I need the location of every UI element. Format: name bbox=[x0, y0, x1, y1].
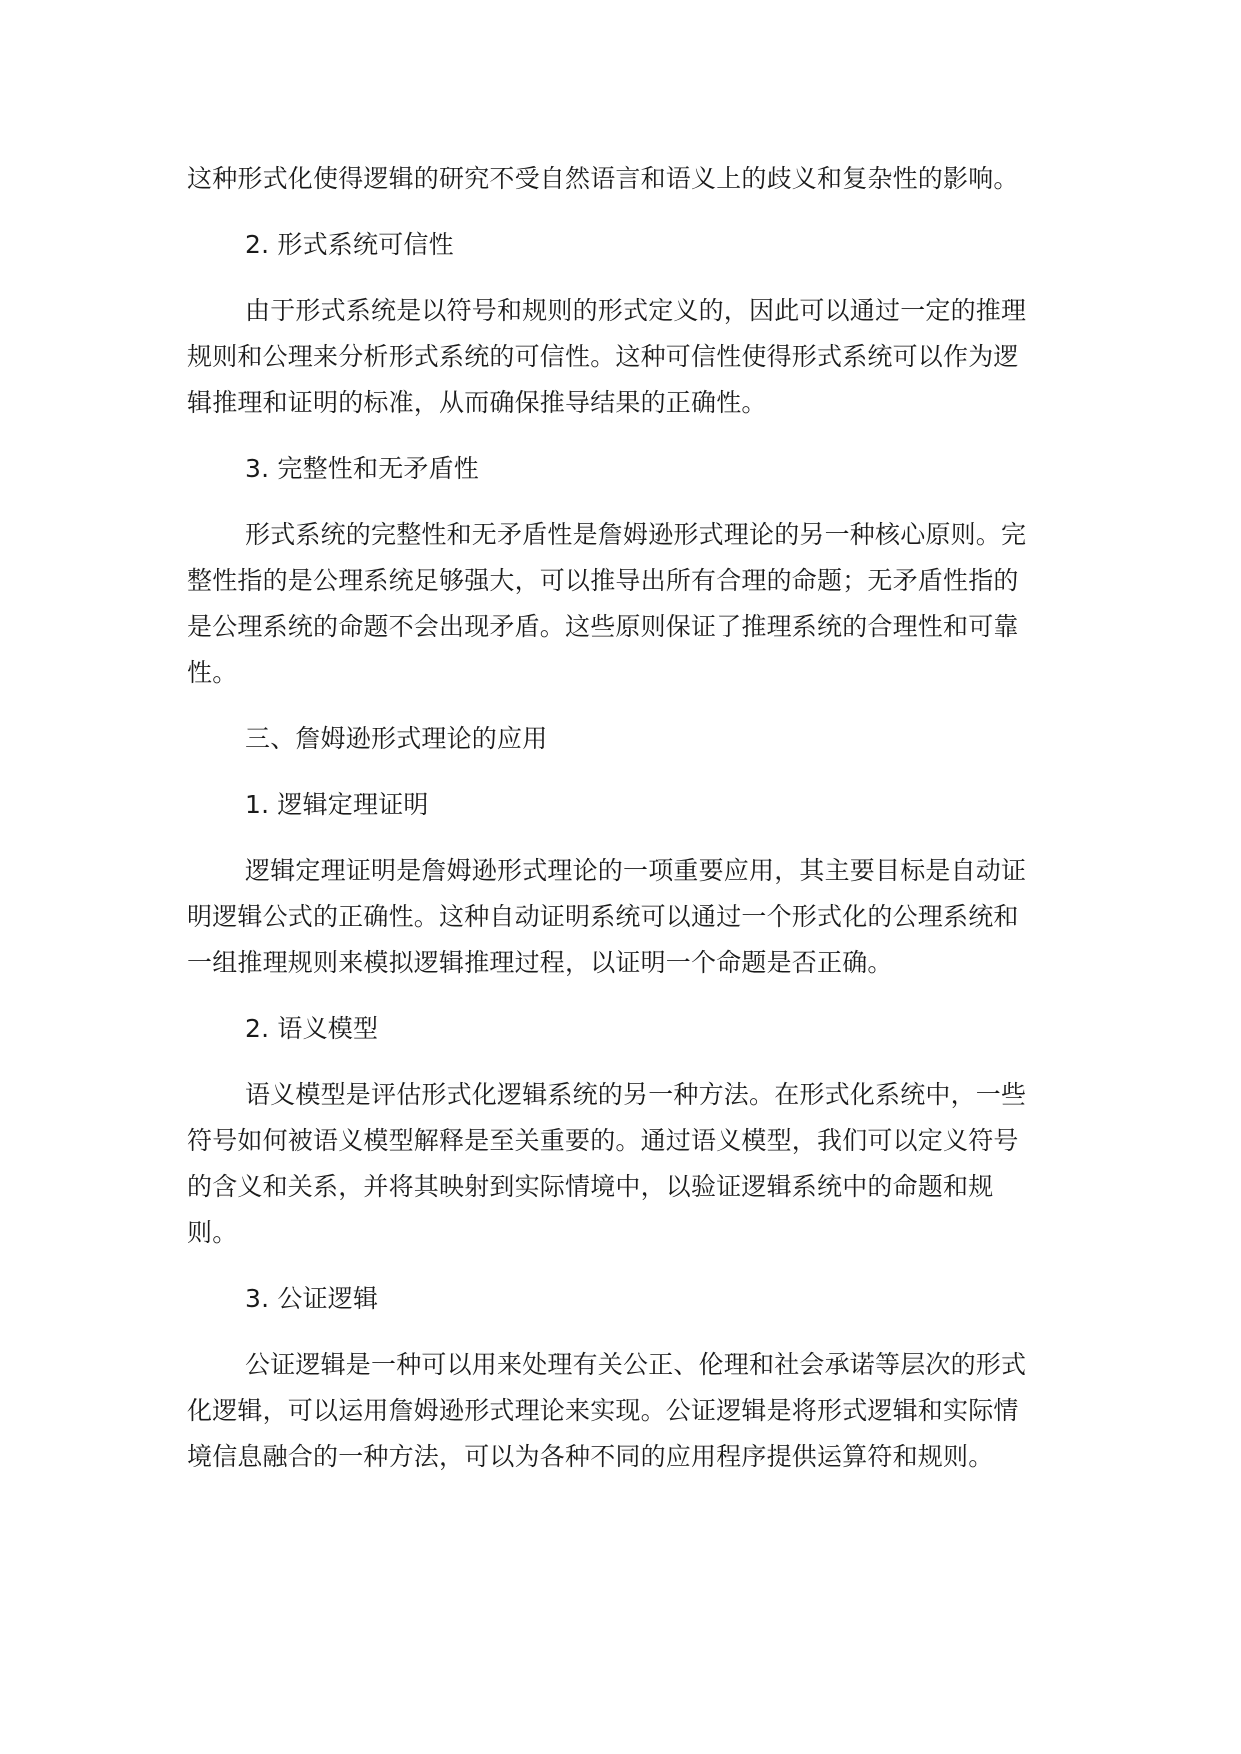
paragraph-semantic-model: 语义模型是评估形式化逻辑系统的另一种方法。在形式化系统中，一些符号如何被语义模型解释是至关重要的。通过语义模型，我们可以定义符号的含义和关系，并将其映射到实际情境中，以验证逻辑系统中的命题和规则。 bbox=[187, 1080, 1027, 1247]
heading-credibility: 2. 形式系统可信性 bbox=[245, 230, 454, 259]
paragraph-theorem-proving: 逻辑定理证明是詹姆逊形式理论的一项重要应用，其主要目标是自动证明逻辑公式的正确性。这种自动证明系统可以通过一个形式化的公理系统和一组推理规则来模拟逻辑推理过程，以证明一个命题是否正确。 bbox=[187, 856, 1027, 977]
paragraph-intro-continuation: 这种形式化使得逻辑的研究不受自然语言和语义上的歧义和复杂性的影响。 bbox=[187, 164, 1019, 193]
heading-theorem-proving: 1. 逻辑定理证明 bbox=[245, 790, 429, 819]
paragraph-credibility: 由于形式系统是以符号和规则的形式定义的，因此可以通过一定的推理规则和公理来分析形式系统的可信性。这种可信性使得形式系统可以作为逻辑推理和证明的标准，从而确保推导结果的正确性。 bbox=[187, 296, 1027, 417]
heading-notarial-logic: 3. 公证逻辑 bbox=[245, 1284, 379, 1313]
heading-semantic-model: 2. 语义模型 bbox=[245, 1014, 379, 1043]
document-body bbox=[187, 156, 1067, 1500]
heading-completeness-consistency: 3. 完整性和无矛盾性 bbox=[245, 454, 480, 483]
paragraph-notarial-logic: 公证逻辑是一种可以用来处理有关公正、伦理和社会承诺等层次的形式化逻辑，可以运用詹姆逊形式理论来实现。公证逻辑是将形式逻辑和实际情境信息融合的一种方法，可以为各种不同的应用程序提供运算符和规则。 bbox=[187, 1350, 1027, 1471]
section-heading-applications: 三、詹姆逊形式理论的应用 bbox=[245, 724, 548, 753]
paragraph-completeness-consistency: 形式系统的完整性和无矛盾性是詹姆逊形式理论的另一种核心原则。完整性指的是公理系统足够强大，可以推导出所有合理的命题；无矛盾性指的是公理系统的命题不会出现矛盾。这些原则保证了推理系统的合理性和可靠性。 bbox=[187, 520, 1027, 687]
